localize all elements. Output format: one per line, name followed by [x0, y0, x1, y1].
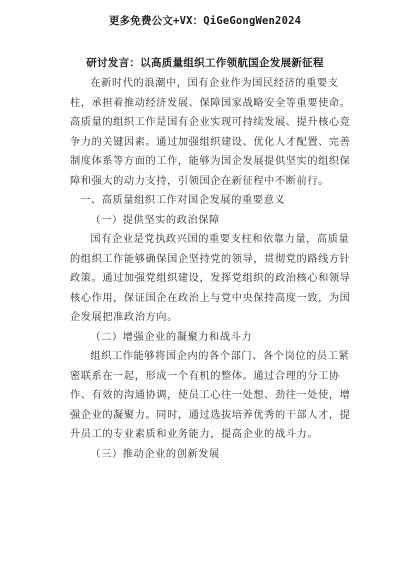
document-title: 研讨发言：以高质量组织工作领航国企发展新征程: [86, 57, 324, 69]
body-paragraph-2: 组织工作能够将国企内的各个部门、各个岗位的员工紧密联系在一起，形成一个有机的整体。通过合理的分工协作、有效的沟通协调，使员工心往一处想、劲往一处使，增强企业的凝聚力。同时，通过选拔培养优秀的干部人才，提升员工的专业素质和业务能力，提高企业的战斗力。: [70, 351, 351, 440]
body-paragraph-1: 国有企业是党执政兴国的重要支柱和依靠力量，高质量的组织工作能够确保国企坚持党的领导，贯彻党的路线方针政策。通过加强党组织建设，发挥党组织的政治核心和领导核心作用，保证国企在政治上与党中央保持高度一致，为国企发展把准政治方向。: [70, 234, 351, 323]
subsection-heading-3: （三）推动企业的创新发展: [90, 448, 220, 460]
promo-banner: 更多免费公文+VX：QiGeGongWen2024: [108, 15, 302, 27]
section-heading-1: 一、高质量组织工作对国企发展的重要意义: [80, 195, 286, 206]
intro-paragraph: 在新时代的浪潮中，国有企业作为国民经济的重要支柱，承担着推动经济发展、保障国家战略安全等重要使命。高质量的组织工作是国有企业实现可持续发展、提升核心竞争力的关键因素。通过加强组织建设、优化人才配置、完善制度体系等方面的工作，能够为国企发展提供坚实的组织保障和强大的动力支持，引领国企在新征程中不断前行。: [70, 78, 351, 187]
document-body: [70, 74, 360, 464]
subsection-heading-1: （一）提供坚实的政治保障: [90, 214, 220, 226]
subsection-heading-2: （二）增强企业的凝聚力和战斗力: [90, 331, 253, 343]
